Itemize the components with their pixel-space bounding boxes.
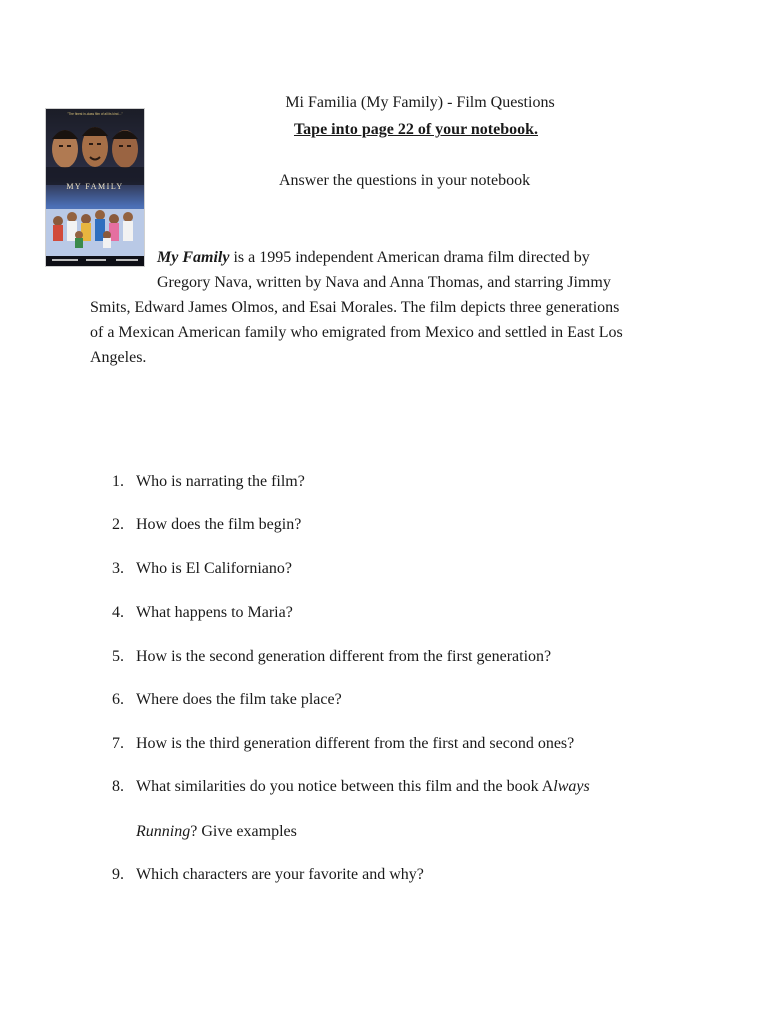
question-text [136, 777, 590, 797]
book-title-part: Running [136, 823, 191, 840]
book-title-part: lways [553, 778, 590, 795]
question-text: Who is narrating the film? [136, 473, 305, 490]
question-text: How does the film begin? [136, 516, 302, 533]
question-number: 5. [112, 648, 124, 665]
page-title: Mi Familia (My Family) - Film Questions [285, 94, 555, 111]
question-text: Who is El Californiano? [136, 560, 292, 577]
intro-line-4: of a Mexican American family who emigrated from Mexico and settled in East Los [90, 324, 623, 341]
question-number: 4. [112, 604, 124, 621]
question-number: 1. [112, 473, 124, 490]
question-text: How is the third generation different from the first and second ones? [136, 735, 575, 752]
question-text: Where does the film take place? [136, 691, 342, 708]
instruction-text: Answer the questions in your notebook [279, 172, 531, 189]
page-subtitle: Tape into page 22 of your notebook. [293, 121, 539, 138]
intro-paragraph [90, 245, 690, 370]
question-number: 3. [112, 560, 124, 577]
intro-line-2: Gregory Nava, written by Nava and Anna Thomas, and starring Jimmy [157, 274, 611, 291]
question-number: 2. [112, 516, 124, 533]
question-number: 9. [112, 866, 124, 883]
question-number: 6. [112, 691, 124, 708]
poster-title: MY FAMILY [66, 182, 124, 191]
film-title-emphasis: My Family [157, 249, 230, 266]
question-text: How is the second generation different from the first generation? [136, 648, 552, 665]
question-number: 8. [112, 778, 124, 795]
intro-line-1: is a 1995 independent American drama film directed by [229, 249, 590, 266]
movie-poster-image [45, 108, 145, 267]
question-text-part: ? Give examples [190, 823, 297, 840]
question-text: Which characters are your favorite and why? [136, 866, 424, 883]
intro-line-3: Smits, Edward James Olmos, and Esai Morales. The film depicts three generations [90, 299, 620, 316]
intro-line-5: Angeles. [90, 349, 147, 366]
poster-tagline: "The finest in-class film of all its kind…" [67, 112, 123, 116]
question-text: What happens to Maria? [136, 604, 293, 621]
question-number: 7. [112, 735, 124, 752]
question-text-part: What similarities do you notice between this film and the book A [136, 778, 554, 795]
